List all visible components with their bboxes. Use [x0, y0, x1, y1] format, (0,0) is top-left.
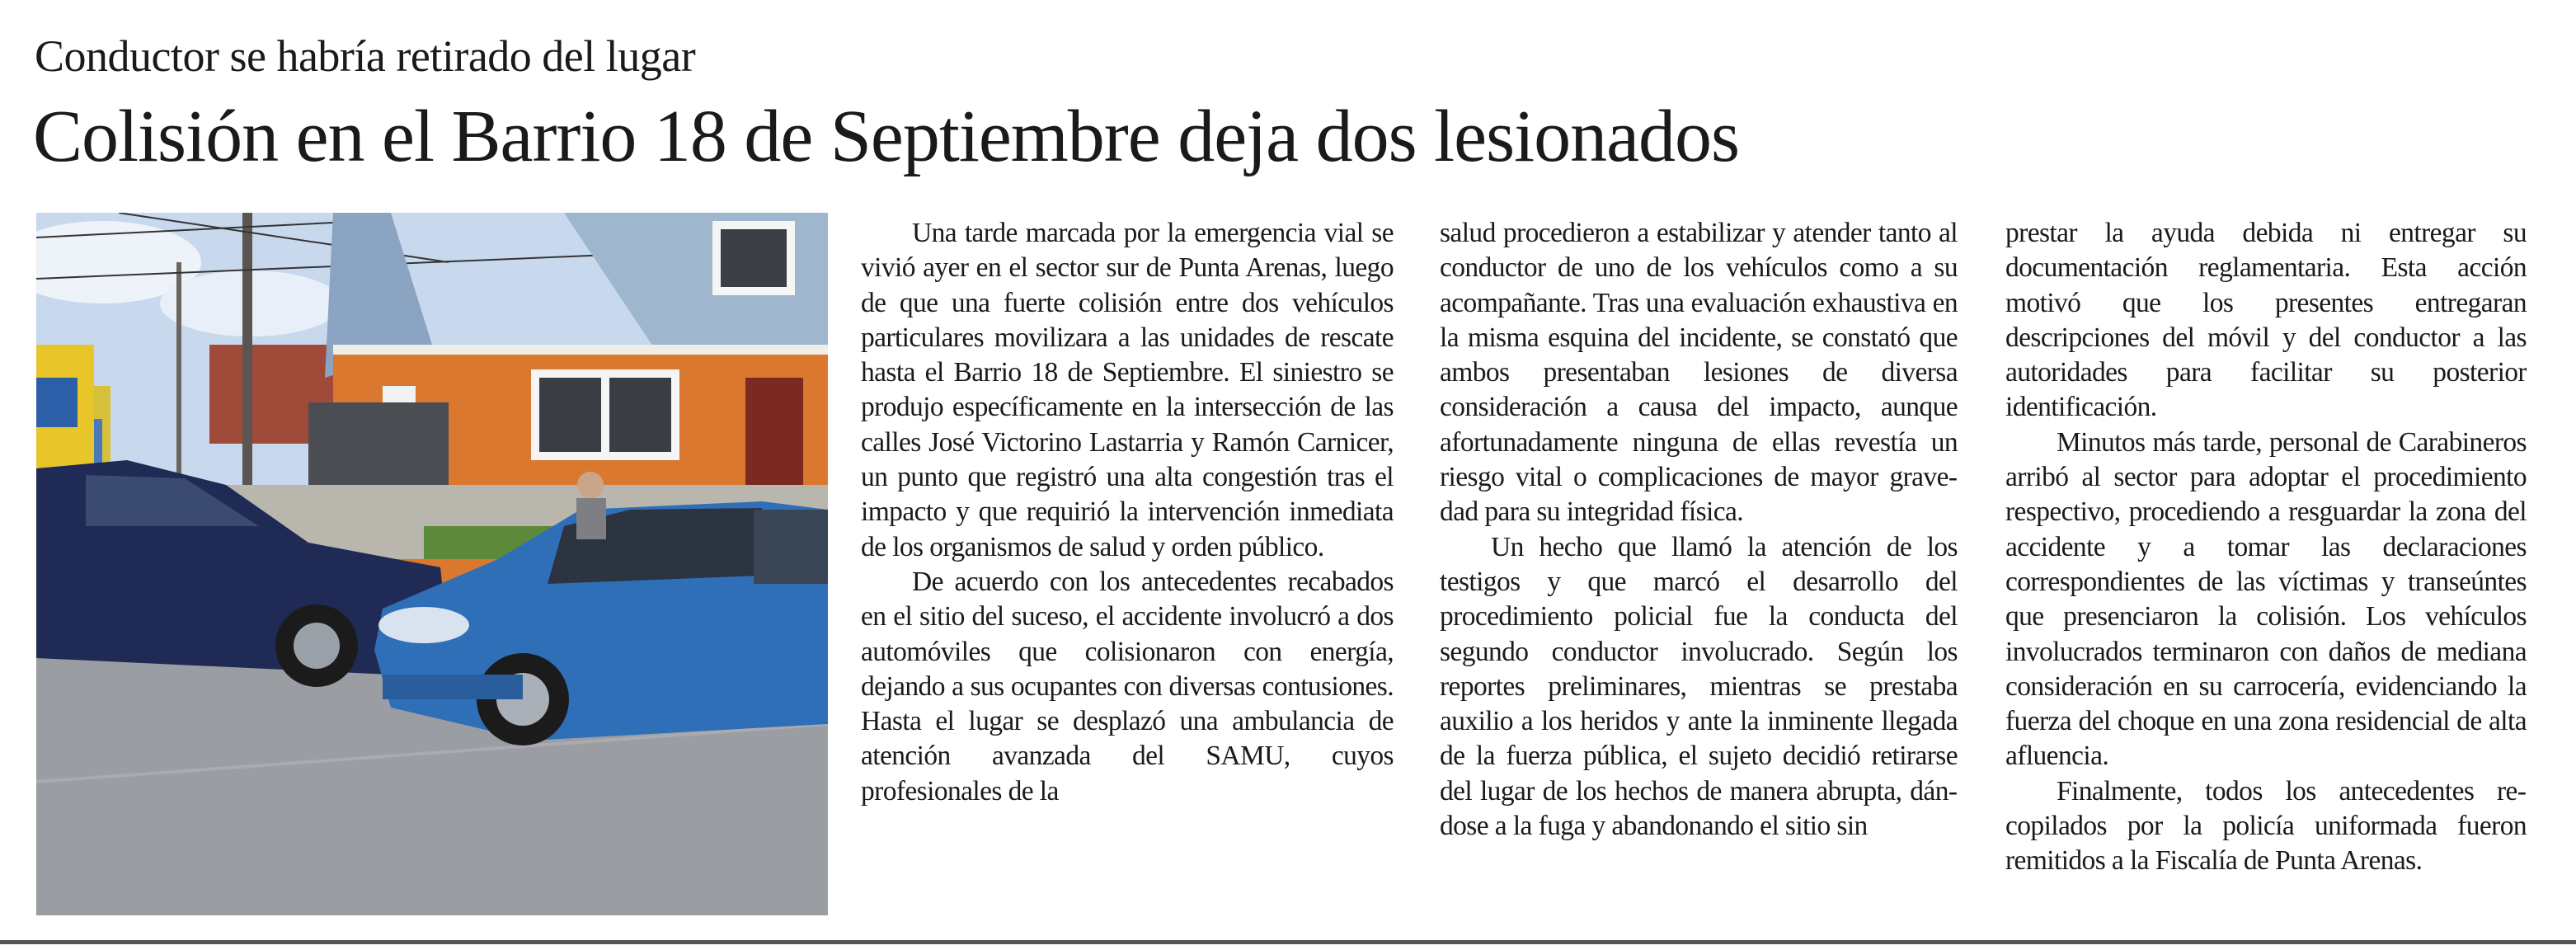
paragraph: Un hecho que llamó la atención de los testigos y que marcó el desarrollo del procedimiento policial fue la conducta del segundo conductor involucrado. Según los reportes preliminares, mientras se prestaba auxilio a los heridos y ante la inminente llegada de la fuerza pública, el sujeto decidió retirarse del lugar de los hechos de manera abrupta, dándose a la fuga y abandonando el sitio sin	[1440, 531, 1958, 842]
paragraph: Una tarde marcada por la emergencia vial se vivió ayer en el sector sur de Punta Arenas, luego de que una fuerte colisión entre dos vehículos particulares movilizara a las unidades de rescate hasta el Barrio 18 de Septiembre. El siniestro se produjo específicamente en la intersección de las calles José Victorino Lastarria y Ramón Carnicer, un punto que registró una alta congestión tras el impacto y que requirió la intervención inmediata de los organismos de salud y orden público.	[861, 218, 1394, 562]
article-column-3	[2005, 216, 2527, 925]
car-collision-photo	[36, 213, 828, 915]
article-column-2	[1440, 216, 1958, 925]
paragraph: prestar la ayuda debida ni entregar su documentación reglamentaria. Esta acción motivó que los presentes entregaran descripciones del móvil y del conductor a las autoridades para facilitar su posterior identificación.	[2005, 218, 2527, 423]
article-column-1	[861, 216, 1394, 925]
paragraph: De acuerdo con los antecedentes recabados en el sitio del suceso, el accidente involucró a dos automóviles que colisionaron con energía, dejando a sus ocupantes con diversas contusiones. Hasta el lugar se desplazó una ambulancia de atención avanzada del SAMU, cuyos profesionales de la	[861, 566, 1394, 807]
paragraph: Finalmente, todos los antecedentes recopilados por la policía uniformada fueron remitidos a la Fiscalía de Punta Arenas.	[2005, 775, 2527, 877]
article-kicker: Conductor se habría retirado del lugar	[35, 31, 696, 81]
paragraph: Minutos más tarde, personal de Carabineros arribó al sector para adoptar el procedimiento respectivo, procediendo a resguardar la zona del accidente y a tomar las declaraciones correspondientes de las víctimas y transeúntes que presenciaron la colisión. Los vehículos involucrados terminaron con daños de mediana consideración en su carrocería, evidenciando la fuerza del choque en una zona residencial de alta afluencia.	[2005, 426, 2527, 772]
paragraph: salud procedieron a estabilizar y atender tanto al conductor de uno de los vehículos como a su acompañante. Tras una evaluación exhaustiva en la misma esquina del incidente, se constató que ambos presentaban lesiones de diversa consideración a causa del impacto, aunque afortunadamente ninguna de ellas revestía un riesgo vital o complicaciones de mayor gravedad para su integridad física.	[1440, 218, 1958, 528]
article-headline: Colisión en el Barrio 18 de Septiembre deja dos lesionados	[33, 96, 1740, 177]
bottom-rule	[0, 940, 2576, 944]
article-photo	[36, 213, 828, 915]
